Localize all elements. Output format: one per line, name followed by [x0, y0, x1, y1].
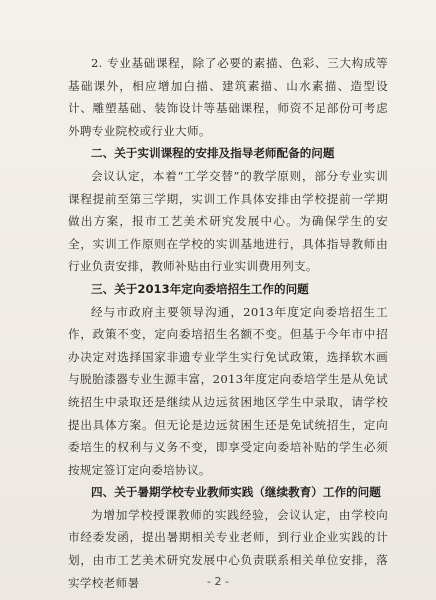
page-number: - 2 -	[207, 575, 229, 588]
section-heading-enrollment: 三、关于2013年定向委培招生工作的问题	[91, 281, 309, 296]
paragraph-enrollment: 经与市政府主要领导沟通，2013年度定向委培招生工作，政策不变，定向委培招生名额不变。但基于今年市中招办决定对选择国家非遗专业学生实行免试政策，选择软木画与脱胎漆器专业生源丰富，2013年度定向委培学生是从免试统招生中录取还是继续从边远贫困地区学生中录取，请学校提出具体方案。但无论是边远贫困生还是免试统招生，定向委培生的权利与义务不变，即享受定向委培补贴的学生必须按规定签订定向委培协议。	[68, 304, 388, 477]
paragraph-basic-courses: 2. 专业基础课程，除了必要的素描、色彩、三大构成等基础课外，相应增加白描、建筑素描、山水素描、造型设计、雕塑基础、装饰设计等基础课程，师资不足部份可考虑外聘专业院校或行业大师。	[68, 56, 388, 138]
section-heading-training: 二、关于实训课程的安排及指导老师配备的问题	[91, 146, 335, 161]
document-body	[68, 52, 388, 594]
paragraph-teacher-practice: 为增加学校授课教师的实践经验，会议认定，由学校向市经委发函，提出暑期相关专业老师，到行业企业实践的计划，由市工艺美术研究发展中心负责联系相关单位安排，落实学校老师暑	[68, 507, 388, 590]
section-heading-teacher-practice: 四、关于暑期学校专业教师实践（继续教育）工作的问题	[91, 485, 381, 500]
paragraph-training: 会议认定，本着“工学交替”的教学原则，部分专业实训课程提前至第三学期，实训工作具体安排由学校提前一学期做出方案，报市工艺美术研究发展中心。为确保学生的安全，实训工作原则在学校的实训基地进行，具体指导教师由行业负责安排，教师补贴由行业实训费用列支。	[68, 168, 388, 274]
